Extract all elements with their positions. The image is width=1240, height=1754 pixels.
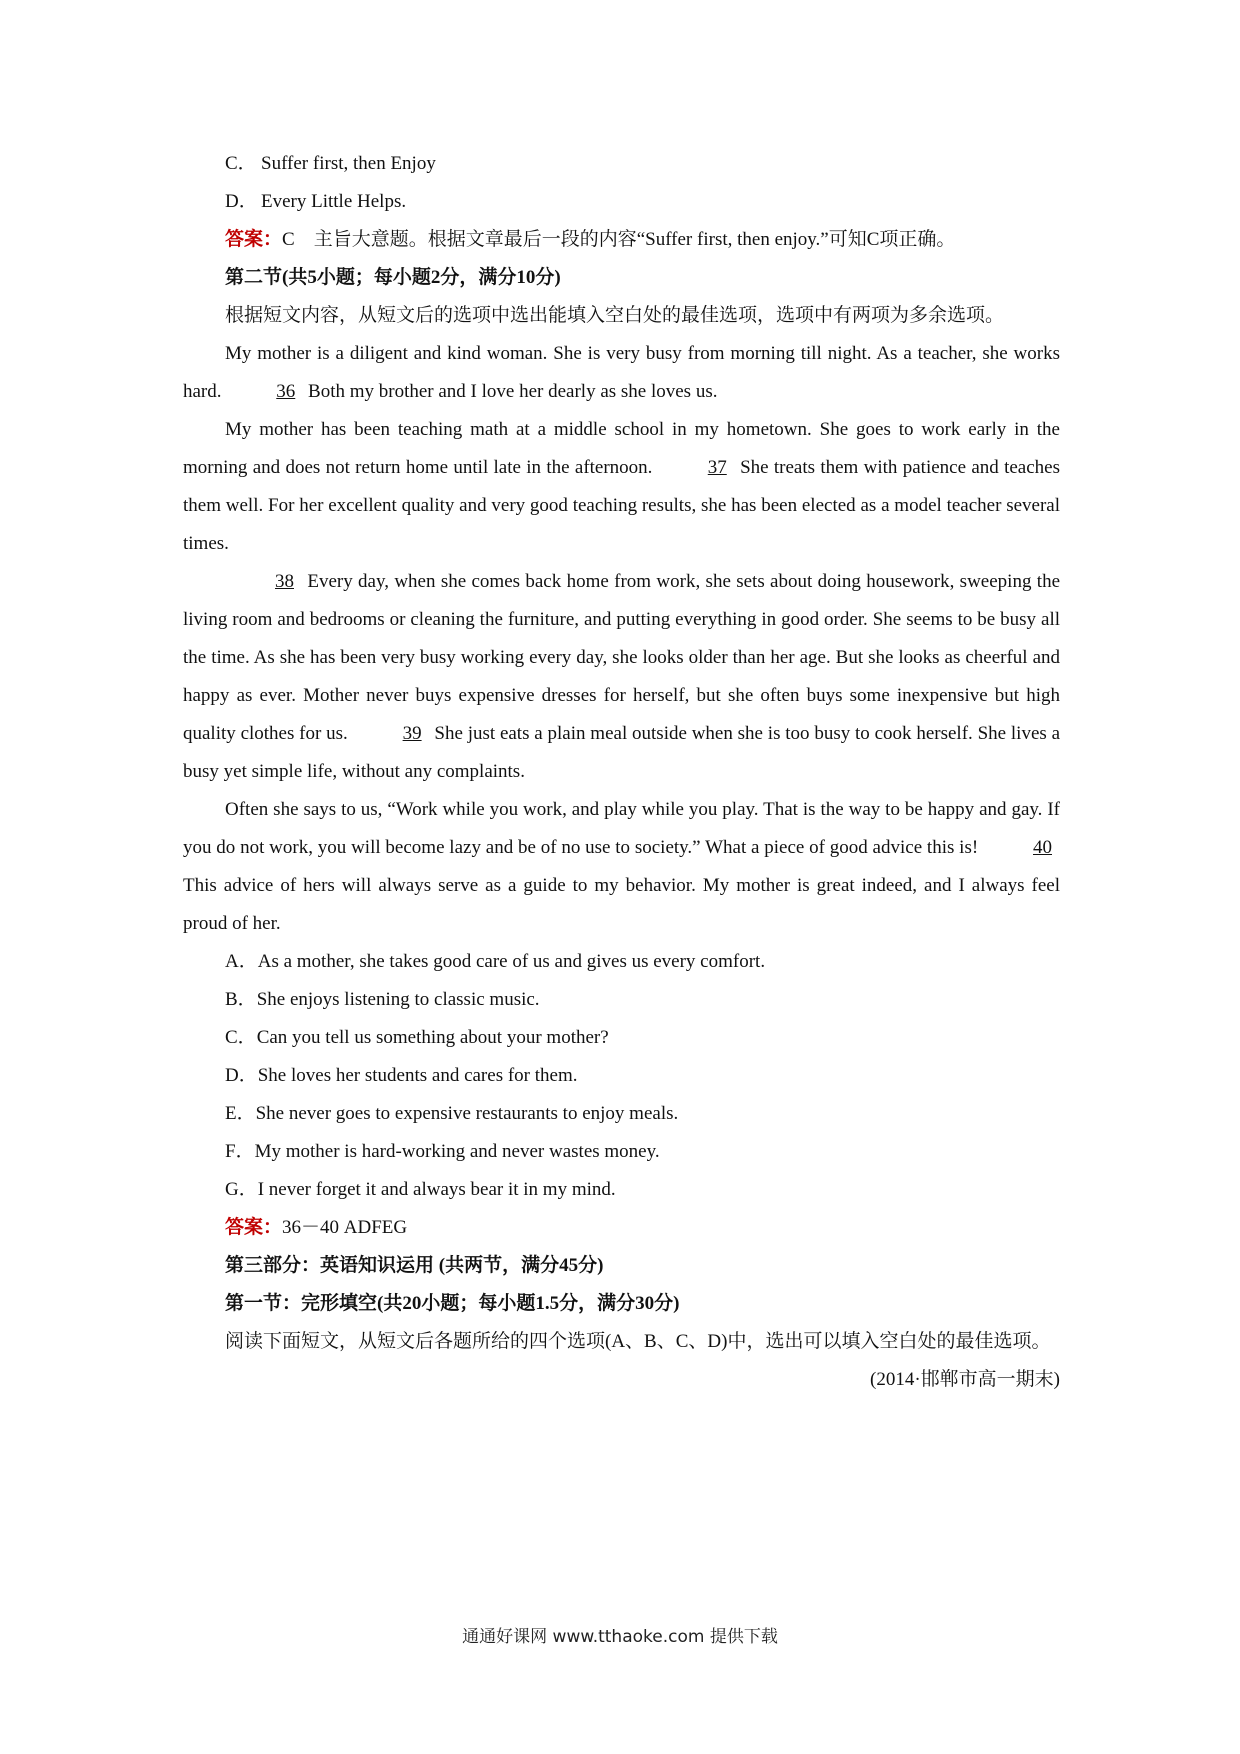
passage-text: My mother has been teaching math at a middle school in my hometown. She goes to work early in the morning and does not return home until late in the afternoon. — [183, 419, 1060, 478]
choice-f — [183, 1133, 1060, 1171]
option-text: Suffer first, then Enjoy — [261, 153, 436, 174]
passage-text: This advice of hers will always serve as a guide to my behavior. My mother is great indeed, and I always feel proud of her. — [183, 875, 1060, 934]
choice-letter: B． — [225, 989, 257, 1010]
answer-label: 答案： — [225, 1217, 283, 1238]
passage-text: Every day, when she comes back home from work, she sets about doing housework, sweeping the living room and bedrooms or cleaning the furniture, and putting everything in good order. She seems to be busy all the time. As she has been very busy working every day, she looks older than her age. But she looks as cheerful and happy as ever. Mother never buys expensive dresses for herself, but she often buys some inexpensive but high quality clothes for us. — [183, 571, 1060, 744]
choice-text: As a mother, she takes good care of us and gives us every comfort. — [257, 951, 766, 972]
choice-letter: A． — [225, 951, 258, 972]
option-d-line — [183, 183, 1060, 221]
section-heading: 第二节(共5小题；每小题2分，满分10分) — [225, 267, 561, 288]
section-instruction: 根据短文内容，从短文后的选项中选出能填入空白处的最佳选项，选项中有两项为多余选项。 — [225, 305, 1005, 326]
blank-37: 37 — [707, 457, 727, 478]
blank-38: 38 — [275, 571, 294, 592]
passage-text: She just eats a plain meal outside when she is too busy to cook herself. She lives a busy yet simple life, without any complaints. — [183, 723, 1060, 782]
answer-text: C 主旨大意题。根据文章最后一段的内容“Suffer first, then enjoy.”可知C项正确。 — [282, 229, 956, 250]
choice-letter: C． — [225, 1027, 257, 1048]
choice-d — [183, 1057, 1060, 1095]
passage-paragraph-4 — [183, 791, 1060, 943]
document-body — [183, 145, 1060, 1399]
answer-line-1 — [183, 221, 1060, 259]
choice-letter: D． — [225, 1065, 258, 1086]
passage-text: My mother is a diligent and kind woman. She is very busy from morning till night. As a teacher, she works hard. — [183, 343, 1060, 402]
choice-c — [183, 1019, 1060, 1057]
choice-text: She never goes to expensive restaurants to enjoy meals. — [255, 1103, 679, 1124]
answer-line-2 — [183, 1209, 1060, 1247]
source-note: (2014·邯郸市高一期末) — [870, 1369, 1060, 1390]
choice-b — [183, 981, 1060, 1019]
section-heading: 第一节：完形填空(共20小题；每小题1.5分，满分30分) — [225, 1293, 680, 1314]
answer-text: 36－40 ADFEG — [282, 1217, 408, 1238]
choice-e — [183, 1095, 1060, 1133]
choice-text: She enjoys listening to classic music. — [256, 989, 540, 1010]
option-c-line — [183, 145, 1060, 183]
blank-39: 39 — [402, 723, 422, 744]
part-heading: 第三部分：英语知识运用 (共两节，满分45分) — [225, 1255, 604, 1276]
blank-40: 40 — [1033, 837, 1052, 858]
choice-text: I never forget it and always bear it in my mind. — [257, 1179, 616, 1200]
passage-paragraph-2 — [183, 411, 1060, 563]
passage-paragraph-3 — [183, 563, 1060, 791]
passage-text: Both my brother and I love her dearly as she loves us. — [303, 381, 718, 402]
passage-text: Often she says to us, “Work while you work, and play while you play. That is the way to be happy and gay. If you do not work, you will become lazy and be of no use to society.” What a piece of good advice this is! — [183, 799, 1060, 858]
choice-a — [183, 943, 1060, 981]
page-footer: 通通好课网 www.tthaoke.com 提供下载 — [462, 1627, 778, 1647]
choice-letter: G． — [225, 1179, 258, 1200]
passage-paragraph-1 — [183, 335, 1060, 411]
choice-text: Can you tell us something about your mother? — [256, 1027, 609, 1048]
option-text: Every Little Helps. — [261, 191, 407, 212]
option-letter: C． — [225, 153, 257, 174]
section-instruction: 阅读下面短文，从短文后各题所给的四个选项(A、B、C、D)中，选出可以填入空白处的最佳选项。 — [225, 1331, 1051, 1352]
blank-36: 36 — [276, 381, 296, 402]
choice-text: My mother is hard-working and never wastes money. — [254, 1141, 660, 1162]
choice-text: She loves her students and cares for them. — [257, 1065, 578, 1086]
answer-label: 答案： — [225, 229, 283, 250]
option-letter: D． — [225, 191, 258, 212]
passage-text: She treats them with patience and teaches them well. For her excellent quality and very good teaching results, she has been elected as a model teacher several times. — [183, 457, 1060, 554]
choice-letter: E． — [225, 1103, 256, 1124]
choice-letter: F． — [225, 1141, 255, 1162]
choice-g — [183, 1171, 1060, 1209]
